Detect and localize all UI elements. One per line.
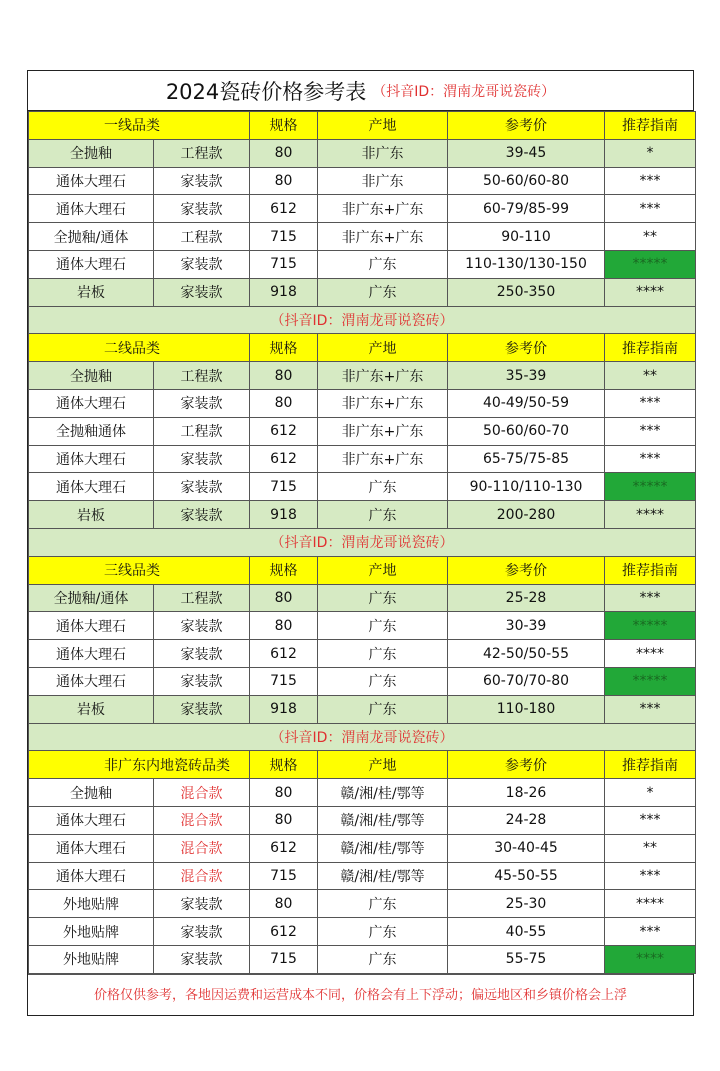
douyin-separator-text: （抖音ID：渭南龙哥说瓷砖） <box>29 528 696 556</box>
price-cell: 90-110/110-130 <box>448 473 605 501</box>
origin-cell: 非广东 <box>318 139 448 167</box>
product-type-cell: 混合款 <box>154 862 250 890</box>
spec-cell: 715 <box>250 667 318 695</box>
origin-cell: 广东 <box>318 501 448 529</box>
product-name-cell: 通体大理石 <box>29 806 154 834</box>
rating-header: 推荐指南 <box>605 556 696 584</box>
price-cell: 60-70/70-80 <box>448 667 605 695</box>
spec-cell: 80 <box>250 139 318 167</box>
price-cell: 250-350 <box>448 278 605 306</box>
spec-cell: 612 <box>250 445 318 473</box>
douyin-separator-text: （抖音ID：渭南龙哥说瓷砖） <box>29 723 696 751</box>
product-type-cell: 工程款 <box>154 584 250 612</box>
product-name-cell: 岩板 <box>29 501 154 529</box>
rating-cell: *** <box>605 445 696 473</box>
product-type-cell: 家装款 <box>154 945 250 973</box>
rating-cell: ***** <box>605 473 696 501</box>
product-name-cell: 通体大理石 <box>29 862 154 890</box>
product-type-cell: 工程款 <box>154 223 250 251</box>
section-header-row <box>29 556 696 584</box>
product-name-cell: 全抛釉通体 <box>29 417 154 445</box>
rating-cell: ***** <box>605 250 696 278</box>
origin-cell: 广东 <box>318 612 448 640</box>
douyin-separator-row <box>29 723 696 751</box>
spec-cell: 612 <box>250 640 318 668</box>
rating-cell: **** <box>605 890 696 918</box>
douyin-separator-text: （抖音ID：渭南龙哥说瓷砖） <box>29 306 696 334</box>
spec-cell: 80 <box>250 389 318 417</box>
price-cell: 30-40-45 <box>448 834 605 862</box>
origin-cell: 赣/湘/桂/鄂等 <box>318 806 448 834</box>
category-header: 非广东内地瓷砖品类 <box>29 751 250 779</box>
price-header: 参考价 <box>448 751 605 779</box>
rating-cell: *** <box>605 862 696 890</box>
rating-cell: *** <box>605 806 696 834</box>
product-name-cell: 全抛釉/通体 <box>29 584 154 612</box>
product-type-cell: 混合款 <box>154 779 250 807</box>
product-name-cell: 外地贴牌 <box>29 945 154 973</box>
product-type-cell: 工程款 <box>154 139 250 167</box>
product-type-cell: 家装款 <box>154 195 250 223</box>
table-row <box>29 695 696 723</box>
douyin-separator-row <box>29 306 696 334</box>
spec-cell: 715 <box>250 250 318 278</box>
spec-header: 规格 <box>250 556 318 584</box>
rating-cell: *** <box>605 389 696 417</box>
title-douyin-tag: （抖音ID：渭南龙哥说瓷砖） <box>372 83 556 100</box>
table-row <box>29 612 696 640</box>
douyin-separator-row <box>29 528 696 556</box>
price-cell: 24-28 <box>448 806 605 834</box>
rating-cell: ** <box>605 834 696 862</box>
product-name-cell: 全抛釉 <box>29 779 154 807</box>
product-type-cell: 家装款 <box>154 278 250 306</box>
table-row <box>29 779 696 807</box>
product-name-cell: 通体大理石 <box>29 167 154 195</box>
table-row <box>29 362 696 390</box>
product-type-cell: 家装款 <box>154 389 250 417</box>
spec-cell: 80 <box>250 584 318 612</box>
product-type-cell: 家装款 <box>154 250 250 278</box>
rating-cell: * <box>605 779 696 807</box>
product-name-cell: 通体大理石 <box>29 195 154 223</box>
origin-cell: 广东 <box>318 695 448 723</box>
rating-cell: ** <box>605 223 696 251</box>
rating-cell: ***** <box>605 612 696 640</box>
title-bar <box>28 71 693 111</box>
spec-cell: 715 <box>250 223 318 251</box>
table-row <box>29 139 696 167</box>
origin-cell: 广东 <box>318 945 448 973</box>
origin-cell: 非广东 <box>318 167 448 195</box>
origin-header: 产地 <box>318 112 448 140</box>
spec-cell: 612 <box>250 195 318 223</box>
product-name-cell: 岩板 <box>29 695 154 723</box>
rating-cell: *** <box>605 584 696 612</box>
spec-cell: 918 <box>250 695 318 723</box>
price-cell: 90-110 <box>448 223 605 251</box>
price-cell: 40-49/50-59 <box>448 389 605 417</box>
product-name-cell: 通体大理石 <box>29 834 154 862</box>
spec-header: 规格 <box>250 334 318 362</box>
spec-cell: 715 <box>250 862 318 890</box>
table-row <box>29 806 696 834</box>
table-row <box>29 417 696 445</box>
price-cell: 50-60/60-80 <box>448 167 605 195</box>
price-cell: 40-55 <box>448 918 605 946</box>
table-row <box>29 640 696 668</box>
price-cell: 110-130/130-150 <box>448 250 605 278</box>
price-cell: 18-26 <box>448 779 605 807</box>
product-name-cell: 通体大理石 <box>29 667 154 695</box>
rating-header: 推荐指南 <box>605 751 696 779</box>
spec-cell: 80 <box>250 806 318 834</box>
category-header: 三线品类 <box>29 556 250 584</box>
product-name-cell: 通体大理石 <box>29 473 154 501</box>
rating-cell: ** <box>605 362 696 390</box>
rating-cell: *** <box>605 695 696 723</box>
table-row <box>29 223 696 251</box>
origin-cell: 非广东+广东 <box>318 195 448 223</box>
price-table-body <box>29 112 696 974</box>
table-row <box>29 278 696 306</box>
spec-cell: 612 <box>250 918 318 946</box>
product-type-cell: 家装款 <box>154 695 250 723</box>
origin-cell: 非广东+广东 <box>318 445 448 473</box>
price-header: 参考价 <box>448 112 605 140</box>
price-header: 参考价 <box>448 556 605 584</box>
origin-cell: 广东 <box>318 250 448 278</box>
spec-cell: 80 <box>250 167 318 195</box>
product-name-cell: 通体大理石 <box>29 612 154 640</box>
spec-cell: 715 <box>250 945 318 973</box>
table-row <box>29 945 696 973</box>
price-header: 参考价 <box>448 334 605 362</box>
price-sheet <box>27 70 694 1016</box>
price-cell: 42-50/50-55 <box>448 640 605 668</box>
origin-cell: 赣/湘/桂/鄂等 <box>318 862 448 890</box>
spec-cell: 715 <box>250 473 318 501</box>
product-name-cell: 全抛釉/通体 <box>29 223 154 251</box>
spec-header: 规格 <box>250 751 318 779</box>
rating-header: 推荐指南 <box>605 334 696 362</box>
product-name-cell: 全抛釉 <box>29 139 154 167</box>
origin-header: 产地 <box>318 334 448 362</box>
section-header-row <box>29 112 696 140</box>
spec-cell: 612 <box>250 417 318 445</box>
table-row <box>29 389 696 417</box>
price-cell: 25-28 <box>448 584 605 612</box>
rating-header: 推荐指南 <box>605 112 696 140</box>
product-type-cell: 家装款 <box>154 612 250 640</box>
product-name-cell: 岩板 <box>29 278 154 306</box>
table-row <box>29 473 696 501</box>
price-cell: 30-39 <box>448 612 605 640</box>
spec-cell: 80 <box>250 612 318 640</box>
spec-header: 规格 <box>250 112 318 140</box>
rating-cell: *** <box>605 417 696 445</box>
category-header: 一线品类 <box>29 112 250 140</box>
table-row <box>29 834 696 862</box>
footer-note: 价格仅供参考，各地因运费和运营成本不同，价格会有上下浮动；偏远地区和乡镇价格会上浮 <box>28 974 693 1012</box>
product-type-cell: 混合款 <box>154 806 250 834</box>
category-header: 二线品类 <box>29 334 250 362</box>
origin-cell: 非广东+广东 <box>318 223 448 251</box>
product-name-cell: 通体大理石 <box>29 445 154 473</box>
price-cell: 50-60/60-70 <box>448 417 605 445</box>
product-type-cell: 家装款 <box>154 667 250 695</box>
origin-cell: 广东 <box>318 640 448 668</box>
price-cell: 35-39 <box>448 362 605 390</box>
rating-cell: *** <box>605 918 696 946</box>
product-name-cell: 通体大理石 <box>29 389 154 417</box>
rating-cell: **** <box>605 640 696 668</box>
product-type-cell: 家装款 <box>154 640 250 668</box>
spec-cell: 80 <box>250 362 318 390</box>
origin-cell: 非广东+广东 <box>318 362 448 390</box>
product-name-cell: 外地贴牌 <box>29 890 154 918</box>
spec-cell: 918 <box>250 278 318 306</box>
product-type-cell: 家装款 <box>154 890 250 918</box>
page-title: 2024瓷砖价格参考表 <box>165 79 367 104</box>
origin-cell: 非广东+广东 <box>318 417 448 445</box>
section-header-row <box>29 751 696 779</box>
origin-cell: 广东 <box>318 278 448 306</box>
product-type-cell: 家装款 <box>154 473 250 501</box>
table-row <box>29 918 696 946</box>
rating-cell: * <box>605 139 696 167</box>
origin-cell: 广东 <box>318 584 448 612</box>
price-cell: 110-180 <box>448 695 605 723</box>
product-name-cell: 外地贴牌 <box>29 918 154 946</box>
price-cell: 25-30 <box>448 890 605 918</box>
origin-cell: 广东 <box>318 890 448 918</box>
origin-cell: 广东 <box>318 918 448 946</box>
price-cell: 200-280 <box>448 501 605 529</box>
price-cell: 39-45 <box>448 139 605 167</box>
price-cell: 55-75 <box>448 945 605 973</box>
product-name-cell: 通体大理石 <box>29 250 154 278</box>
table-row <box>29 862 696 890</box>
rating-cell: *** <box>605 167 696 195</box>
section-header-row <box>29 334 696 362</box>
product-type-cell: 工程款 <box>154 362 250 390</box>
table-row <box>29 195 696 223</box>
price-cell: 45-50-55 <box>448 862 605 890</box>
product-name-cell: 全抛釉 <box>29 362 154 390</box>
table-row <box>29 667 696 695</box>
product-type-cell: 家装款 <box>154 167 250 195</box>
spec-cell: 612 <box>250 834 318 862</box>
price-table <box>28 111 696 974</box>
product-type-cell: 家装款 <box>154 918 250 946</box>
spec-cell: 80 <box>250 890 318 918</box>
spec-cell: 80 <box>250 779 318 807</box>
product-name-cell: 通体大理石 <box>29 640 154 668</box>
table-row <box>29 250 696 278</box>
product-type-cell: 工程款 <box>154 417 250 445</box>
origin-cell: 广东 <box>318 473 448 501</box>
rating-cell: **** <box>605 945 696 973</box>
table-row <box>29 167 696 195</box>
table-row <box>29 501 696 529</box>
origin-cell: 广东 <box>318 667 448 695</box>
price-cell: 60-79/85-99 <box>448 195 605 223</box>
rating-cell: ***** <box>605 667 696 695</box>
product-type-cell: 家装款 <box>154 445 250 473</box>
table-row <box>29 584 696 612</box>
rating-cell: **** <box>605 501 696 529</box>
price-cell: 65-75/75-85 <box>448 445 605 473</box>
origin-cell: 赣/湘/桂/鄂等 <box>318 834 448 862</box>
product-type-cell: 家装款 <box>154 501 250 529</box>
spec-cell: 918 <box>250 501 318 529</box>
table-row <box>29 890 696 918</box>
origin-header: 产地 <box>318 556 448 584</box>
rating-cell: **** <box>605 278 696 306</box>
rating-cell: *** <box>605 195 696 223</box>
origin-cell: 赣/湘/桂/鄂等 <box>318 779 448 807</box>
origin-header: 产地 <box>318 751 448 779</box>
table-row <box>29 445 696 473</box>
origin-cell: 非广东+广东 <box>318 389 448 417</box>
product-type-cell: 混合款 <box>154 834 250 862</box>
